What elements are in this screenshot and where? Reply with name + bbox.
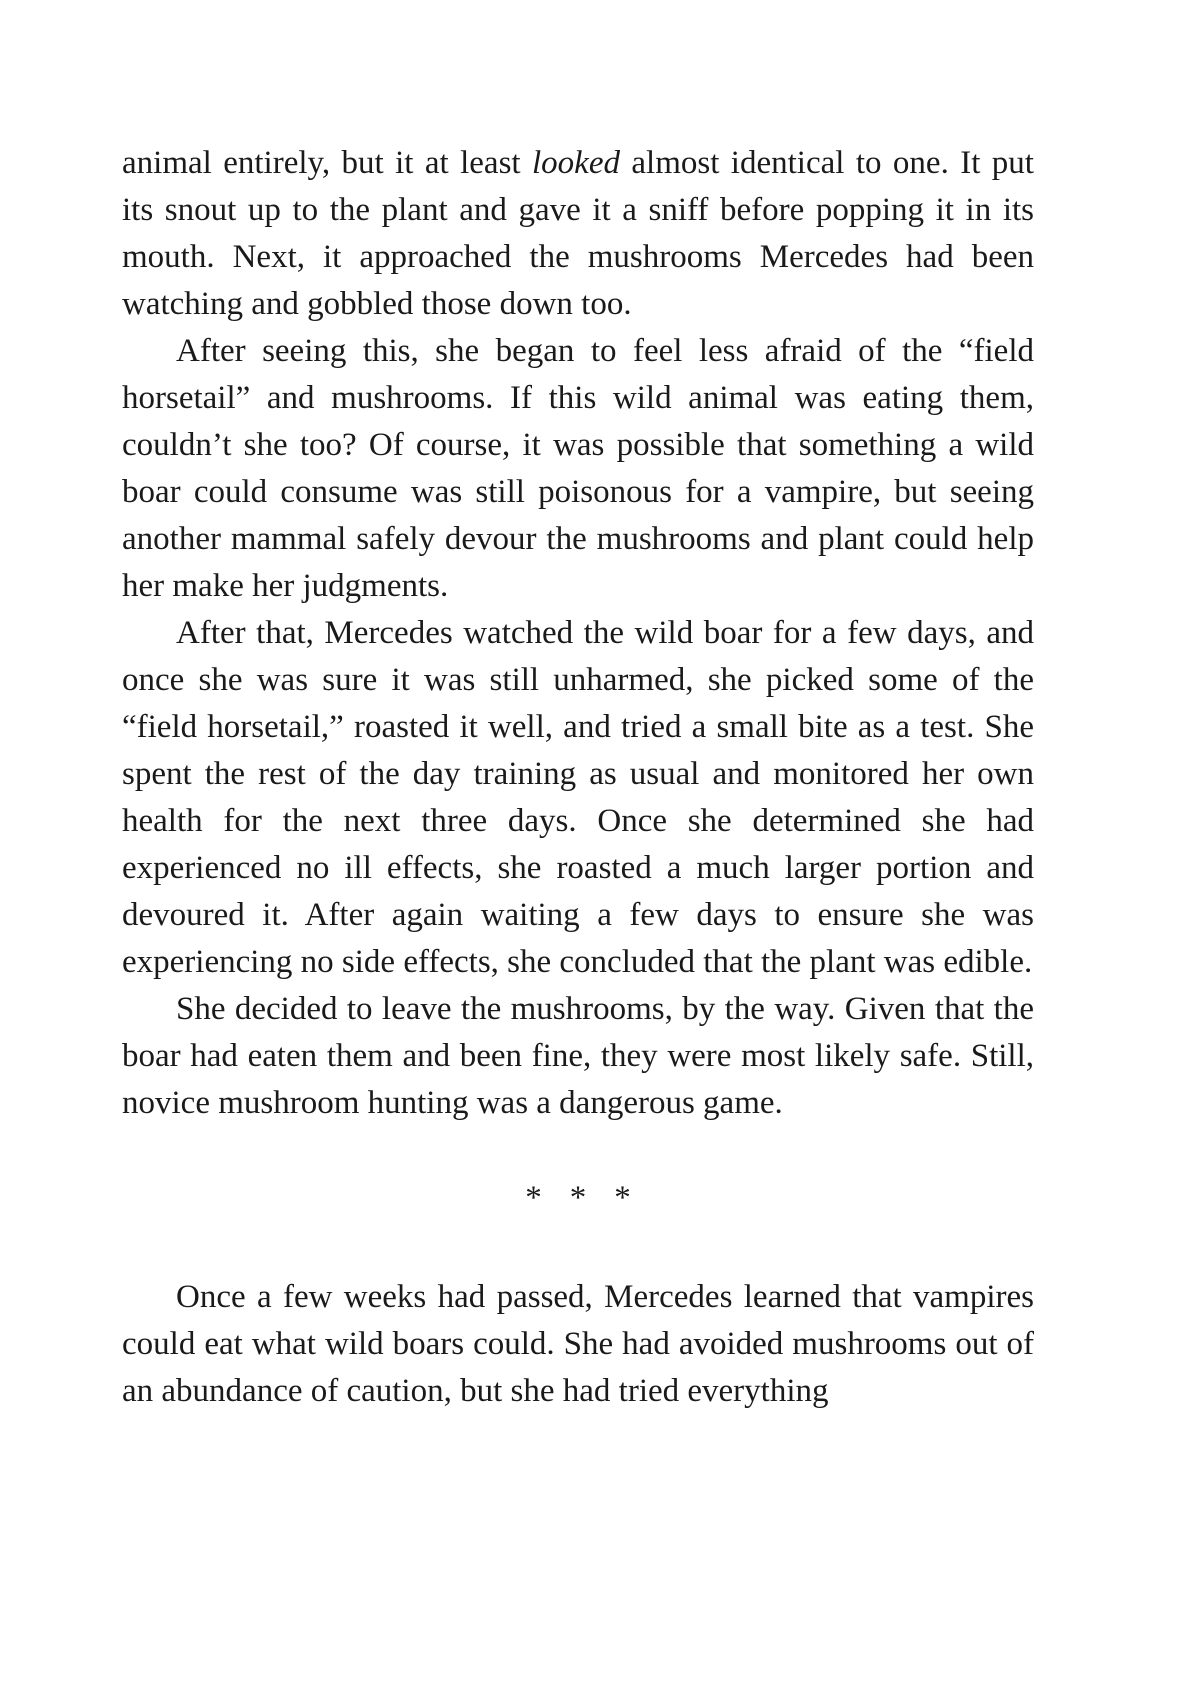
scene-break-asterisk: * — [569, 1180, 615, 1216]
scene-break-asterisk: * — [614, 1180, 659, 1216]
paragraph-5: Once a few weeks had passed, Mercedes learned that vampires could eat what wild boars could. She had avoided mushrooms out of an abundance of caution, but she had tried everything — [122, 1279, 1034, 1409]
paragraph-3: After that, Mercedes watched the wild boar for a few days, and once she was sure it was still unharmed, she picked some of the “field horsetail,” roasted it well, and tried a small bite as a test. She spent the rest of the day training as usual and monitored her own health for the next three days. Once she determined she had experienced no ill effects, she roasted a much larger portion and devoured it. After again waiting a few days to ensure she was experiencing no side effects, she concluded that the plant was edible. — [122, 615, 1034, 980]
paragraph-1 — [122, 140, 1034, 328]
page-text — [122, 140, 1034, 1415]
paragraph-1-end: almost identical to one. It put its snout up to the plant and gave it a sniff before popping it in its mouth. Next, it approached the mushrooms Mercedes had been watching and gobbled those down too. — [122, 145, 1034, 322]
scene-break-asterisk: * — [525, 1180, 570, 1216]
paragraph-2: After seeing this, she began to feel less afraid of the “field horsetail” and mushrooms. If this wild animal was eating them, couldn’t she too? Of course, it was possible that something a wild boar could consume was still poisonous for a vampire, but seeing another mammal safely devour the mushrooms and plant could help her make her judgments. — [122, 333, 1034, 604]
italic-emphasis: looked — [532, 145, 620, 181]
paragraph-1-start: animal entirely, but it at least — [122, 145, 532, 181]
paragraph-4: She decided to leave the mushrooms, by the way. Given that the boar had eaten them and been fine, they were most likely safe. Still, novice mushroom hunting was a dangerous game. — [122, 991, 1034, 1121]
scene-break — [122, 1175, 1034, 1222]
